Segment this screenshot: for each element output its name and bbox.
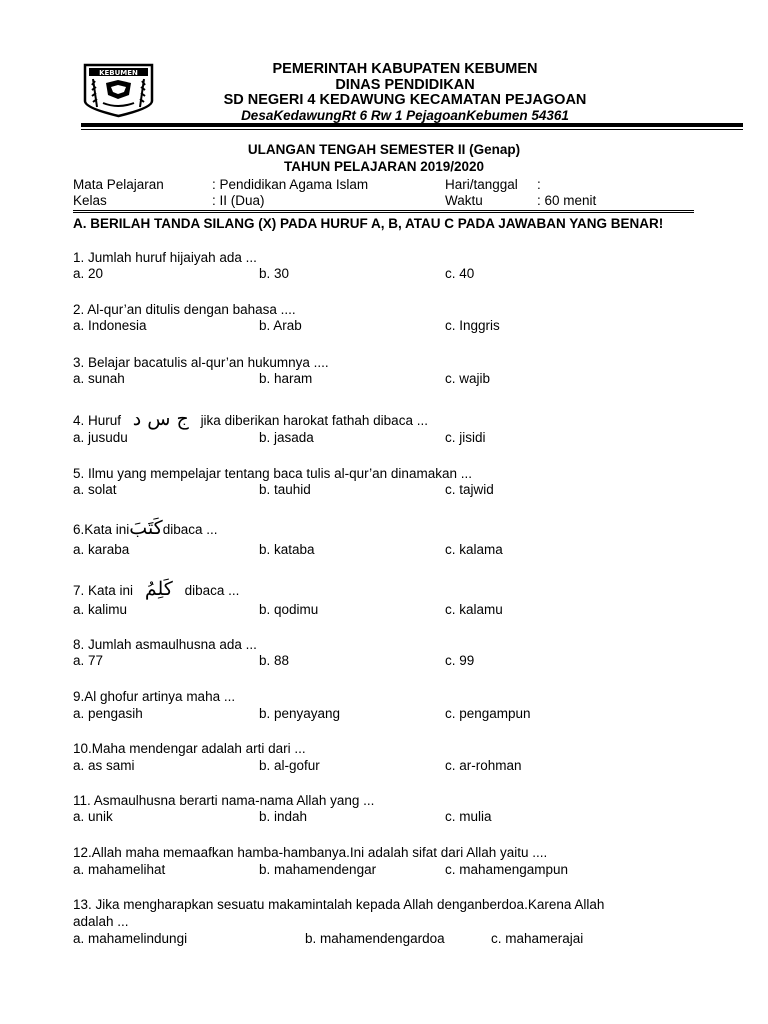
- question-7-pre: 7. Kata ini: [73, 583, 134, 598]
- section-a-instruction: A. BERILAH TANDA SILANG (X) PADA HURUF A, B, ATAU C PADA JAWABAN YANG BENAR!: [73, 216, 664, 231]
- time-value: : 60 menit: [537, 193, 597, 208]
- question-7-arabic: كَلِمُ: [144, 578, 173, 600]
- option-13a: a. mahamelindungi: [73, 931, 188, 946]
- option-9b: b. penyayang: [259, 706, 341, 721]
- option-13c: c. mahamerajai: [491, 931, 584, 946]
- header-government: PEMERINTAH KABUPATEN KEBUMEN: [272, 61, 538, 77]
- option-11a: a. unik: [73, 809, 113, 824]
- question-7: [73, 578, 239, 600]
- option-8a: a. 77: [73, 653, 104, 668]
- option-1b: b. 30: [259, 266, 290, 281]
- option-2b: b. Arab: [259, 318, 302, 333]
- question-4: [73, 408, 428, 430]
- class-label: Kelas: [73, 193, 107, 208]
- date-value: :: [537, 177, 541, 192]
- question-13-cont: adalah ...: [73, 914, 129, 929]
- option-2a: a. Indonesia: [73, 318, 147, 333]
- info-divider-2: [73, 212, 694, 213]
- header-divider-thick: [81, 123, 743, 127]
- option-11c: c. mulia: [445, 809, 492, 824]
- option-6c: c. kalama: [445, 542, 503, 557]
- option-10b: b. al-gofur: [259, 758, 320, 773]
- option-12c: c. mahamengampun: [445, 862, 569, 877]
- option-5b: b. tauhid: [259, 482, 311, 497]
- question-6-post: dibaca ...: [162, 522, 218, 537]
- option-10c: c. ar-rohman: [445, 758, 522, 773]
- option-6b: b. kataba: [259, 542, 315, 557]
- question-8: 8. Jumlah asmaulhusna ada ...: [73, 637, 257, 652]
- option-7c: c. kalamu: [445, 602, 503, 617]
- question-4-arabic: ج س د: [132, 408, 189, 430]
- question-6-arabic: كَتَبَ: [129, 517, 163, 539]
- header-address: DesaKedawungRt 6 Rw 1 PejagoanKebumen 54361: [241, 108, 569, 123]
- question-12: 12.Allah maha memaafkan hamba-hambanya.Ini adalah sifat dari Allah yaitu ....: [73, 845, 548, 860]
- option-3b: b. haram: [259, 371, 313, 386]
- question-11: 11. Asmaulhusna berarti nama-nama Allah yang ...: [73, 793, 375, 808]
- header-divider-thin: [81, 129, 743, 130]
- option-5a: a. solat: [73, 482, 117, 497]
- option-2c: c. Inggris: [445, 318, 500, 333]
- option-5c: c. tajwid: [445, 482, 494, 497]
- option-1c: c. 40: [445, 266, 475, 281]
- header-department: DINAS PENDIDIKAN: [335, 77, 475, 93]
- time-label: Waktu: [445, 193, 483, 208]
- option-7b: b. qodimu: [259, 602, 319, 617]
- option-6a: a. karaba: [73, 542, 130, 557]
- question-7-post: dibaca ...: [184, 583, 240, 598]
- option-4a: a. jusudu: [73, 430, 128, 445]
- logo-lettering: KEBUMEN: [99, 69, 138, 77]
- question-1: 1. Jumlah huruf hijaiyah ada ...: [73, 250, 257, 265]
- subject-value: : Pendidikan Agama Islam: [212, 177, 369, 192]
- option-3c: c. wajib: [445, 371, 491, 386]
- exam-year: TAHUN PELAJARAN 2019/2020: [283, 159, 485, 174]
- option-9c: c. pengampun: [445, 706, 531, 721]
- option-4b: b. jasada: [259, 430, 314, 445]
- option-12b: b. mahamendengar: [259, 862, 377, 877]
- question-6-pre: 6.Kata ini: [73, 522, 130, 537]
- exam-title: ULANGAN TENGAH SEMESTER II (Genap): [247, 142, 521, 157]
- question-10: 10.Maha mendengar adalah arti dari ...: [73, 741, 306, 756]
- question-6: [73, 517, 218, 539]
- question-13: 13. Jika mengharapkan sesuatu makamintalah kepada Allah denganberdoa.Karena Allah: [73, 897, 605, 912]
- option-13b: b. mahamendengardoa: [305, 931, 445, 946]
- question-3: 3. Belajar bacatulis al-qur’an hukumnya ....: [73, 355, 329, 370]
- option-11b: b. indah: [259, 809, 308, 824]
- question-5: 5. Ilmu yang mempelajar tentang baca tulis al-qur’an dinamakan ...: [73, 466, 472, 481]
- question-4-pre: 4. Huruf: [73, 413, 122, 428]
- class-value: : II (Dua): [212, 193, 265, 208]
- date-label: Hari/tanggal: [445, 177, 518, 192]
- option-3a: a. sunah: [73, 371, 125, 386]
- option-12a: a. mahamelihat: [73, 862, 166, 877]
- option-9a: a. pengasih: [73, 706, 143, 721]
- subject-label: Mata Pelajaran: [73, 177, 164, 192]
- option-4c: c. jisidi: [445, 430, 486, 445]
- question-2: 2. Al-qur’an ditulis dengan bahasa ....: [73, 302, 296, 317]
- kebumen-logo: [81, 63, 156, 118]
- info-divider: [73, 210, 694, 211]
- option-7a: a. kalimu: [73, 602, 128, 617]
- option-10a: a. as sami: [73, 758, 135, 773]
- option-8c: c. 99: [445, 653, 475, 668]
- option-1a: a. 20: [73, 266, 104, 281]
- option-8b: b. 88: [259, 653, 290, 668]
- question-9: 9.Al ghofur artinya maha ...: [73, 689, 236, 704]
- question-4-post: jika diberikan harokat fathah dibaca ...: [200, 413, 428, 428]
- header-school: SD NEGERI 4 KEDAWUNG KECAMATAN PEJAGOAN: [223, 92, 587, 108]
